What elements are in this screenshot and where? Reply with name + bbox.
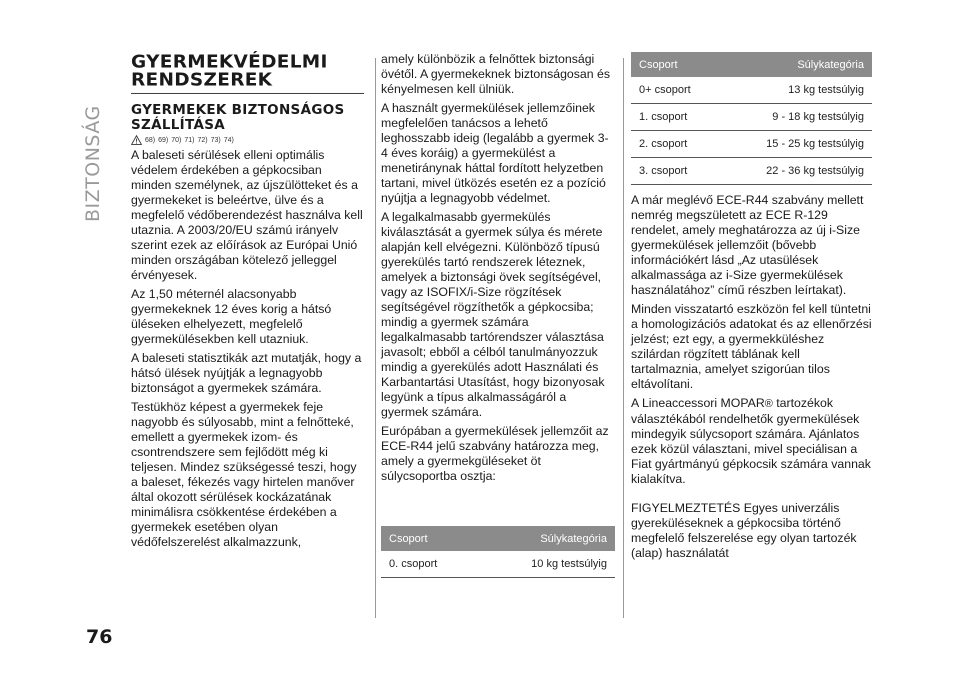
body-paragraph: Az 1,50 méternél alacsonyabb gyermekeknek 12 éves korig a hátsó üléseken elhelyezett, megfelelő gyermekülésekben kell utazniuk. (131, 287, 332, 346)
page-number: 76 (86, 626, 113, 648)
table-header-group: Csoport (381, 526, 477, 551)
weight-group-table (631, 52, 872, 185)
table-row (631, 158, 872, 185)
section-side-label: BIZTONSÁG (82, 105, 104, 222)
table-cell-group: 2. csoport (631, 131, 721, 158)
table-cell-group: 0. csoport (381, 551, 477, 578)
column-divider (623, 58, 624, 618)
body-paragraph: Minden visszatartó eszközön fel kell tüntetni a homologizációs adatokat és az ellenőrzési jelzést; ezt egy, a gyermekküléshez szilárdan rögzített táblának kell tartalmaznia, amelyet szigorúan tilos eltávolítani. (631, 302, 872, 391)
body-paragraph: A már meglévő ECE-R44 szabvány mellett nemrég megszületett az ECE R-129 rendelet, amely meghatározza az új i-Size gyermekülések jellemzőit (bővebb információkért lásd „Az utasülések alkalmassága az i-Size gyermekülések használatához” című részben leírtakat). (631, 193, 864, 297)
body-paragraph: A baleseti sérülések elleni optimális védelem érdekében a gépkocsiban minden személynek, az újszülötteket és a gyermekeket is beleértve, ülve és a megfelelő védőberendezést használva kell utaznia. A 2003/20/EU számú irányelv szerint ezek az előírások az Európai Unió minden országában kötelező jelleggel érvényesek. (131, 148, 363, 282)
table-header-row (381, 526, 615, 551)
reference-note[interactable]: 70) (171, 136, 182, 144)
body-paragraph: A használt gyermekülések jellemzőinek megfelelően tanácsos a lehető leghosszabb ideig (legalább a gyermek 3-4 éves koráig) a gyermekülést a menetiránynak háttal fordított helyzetben tartani, mivel ütközés esetén ez a pozíció nyújtja a legnagyobb védelmet. (381, 101, 609, 205)
table-cell-weight: 13 kg testsúlyig (721, 77, 872, 104)
warning-paragraph: FIGYELMEZTETÉS Egyes univerzális gyereküléseknek a gépkocsiba történő megfelelő felszerelése egy olyan tartozék (alap) használatát (631, 501, 857, 560)
column-1 (131, 52, 364, 554)
column-3 (631, 52, 872, 565)
table-cell-group: 3. csoport (631, 158, 721, 185)
reference-note[interactable]: 69) (158, 136, 169, 144)
table-cell-weight: 10 kg testsúlyig (477, 551, 615, 578)
body-paragraph: Testükhöz képest a gyermekek feje nagyobb és súlyosabb, mint a felnőtteké, emellett a gyermekek izom- és csontrendszere sem fejlődött még ki teljesen. Mindez szükségessé teszi, hogy a baleset, fékezés vagy hirtelen manőver által okozott sérülések kockázatának minimálisra csökkentése érdekében a gyermekek esetében olyan védőfelszerelést alkalmazzunk, (131, 400, 357, 549)
table-cell-group: 0+ csoport (631, 77, 721, 104)
table-header-row (631, 52, 872, 77)
table-row (631, 77, 872, 104)
mopar-intro: A Lineaccessori MOPAR (631, 396, 765, 410)
subsection-heading: GYERMEKEK BIZTONSÁGOS SZÁLLÍTÁSA (131, 102, 345, 133)
body-paragraph: Európában a gyermekülések jellemzőit az ECE-R44 jelű szabvány határozza meg, amely a gyermekgüléseket öt súlycsoportba osztja: (381, 424, 609, 483)
table-header-group: Csoport (631, 52, 721, 77)
table-header-weight: Súlykategória (477, 526, 615, 551)
table-header-weight: Súlykategória (721, 52, 872, 77)
section-heading: GYERMEKVÉDELMI RENDSZEREK (131, 53, 364, 94)
table-row (381, 551, 615, 578)
reference-note[interactable]: 73) (210, 136, 221, 144)
weight-group-table (381, 526, 615, 578)
table-cell-weight: 15 - 25 kg testsúlyig (721, 131, 872, 158)
body-paragraph: A baleseti statisztikák azt mutatják, hogy a hátsó ülések nyújtják a legnagyobb biztonságot a gyermekek számára. (131, 351, 362, 395)
column-divider (375, 58, 376, 618)
table-row (631, 104, 872, 131)
reference-note[interactable]: 74) (223, 136, 234, 144)
body-paragraph: amely különbözik a felnőttek biztonsági övétől. A gyermekeknek biztonságosan és kényelmesen kell ülniük. (381, 52, 610, 96)
registered-mark: ® (764, 398, 773, 410)
reference-note[interactable]: 71) (184, 136, 195, 144)
table-cell-weight: 9 - 18 kg testsúlyig (721, 104, 872, 131)
warning-triangle-icon (131, 135, 142, 145)
warning-references (131, 134, 364, 146)
mopar-paragraph (631, 396, 872, 487)
reference-note[interactable]: 68) (145, 136, 156, 144)
table-row (631, 131, 872, 158)
column-2 (381, 52, 615, 578)
reference-note[interactable]: 72) (197, 136, 208, 144)
table-cell-group: 1. csoport (631, 104, 721, 131)
table-cell-weight: 22 - 36 kg testsúlyig (721, 158, 872, 185)
mopar-text: tartozékok választékából rendelhetők gyermekülések mindegyik súlycsoport számára. Ajánlatos ezek közül választani, mivel speciálisan a Fiat gyártmányú gépkocsik számára vannak kialakítva. (631, 396, 871, 486)
body-paragraph: A legalkalmasabb gyermekülés kiválasztását a gyermek súlya és mérete alapján kell elvégezni. Különböző típusú gyerekülés tartó rendszerek léteznek, amelyek a biztonsági övek segítségével, vagy az ISOFIX/i-Size rögzítések segítségével rögzíthetők a gépkocsiba; mindig a gyermek számára legalkalmasabb tartórendszer választása javasolt; ebből a célból tanulmányozzuk mindig a gyerekülés adott Használati és Karbantartási Utasítást, hogy bizonyosak legyünk a típus alkalmasságáról a gyermek számára. (381, 210, 605, 419)
